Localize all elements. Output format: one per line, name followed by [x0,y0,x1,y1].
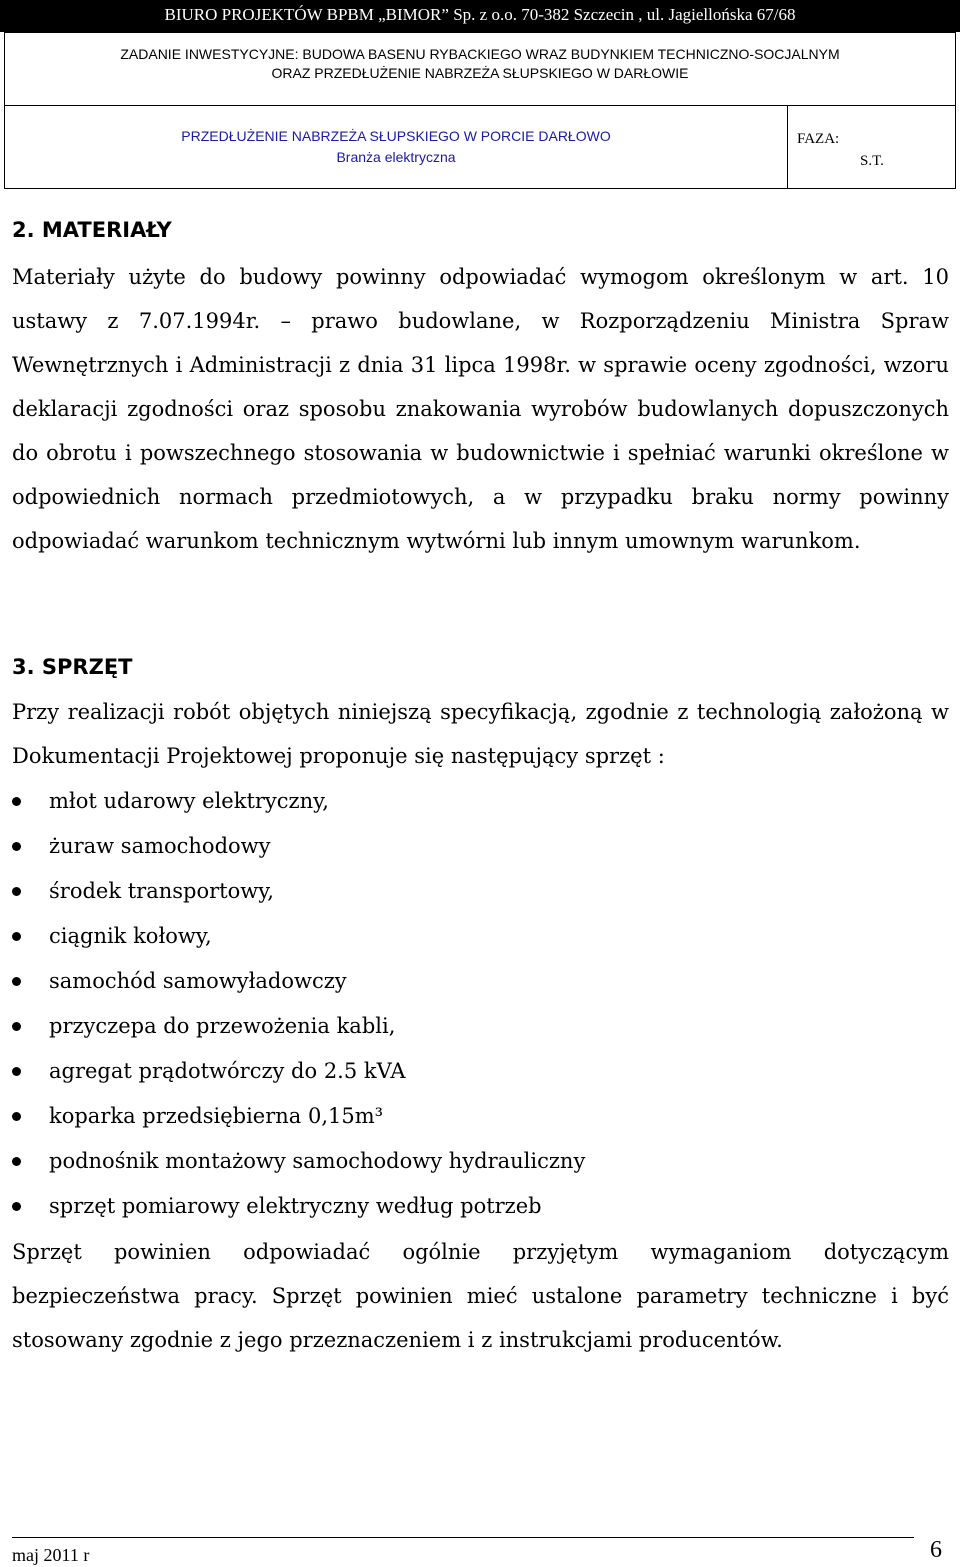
list-item [12,779,949,824]
bullet-icon [12,887,21,896]
bullet-icon [12,1067,21,1076]
equipment-item: młot udarowy elektryczny, [49,789,329,813]
section-2-paragraph: Materiały użyte do budowy powinny odpowiadać wymogom określonym w art. 10 ustawy z 7.07.1994r. – prawo budowlane, w Rozporządzeniu Ministra Spraw Wewnętrznych i Administracji z dnia 31 lipca 1998r. w sprawie oceny zgodności, wzoru deklaracji zgodności oraz sposobu znakowania wyrobów budowlanych dopuszczonych do obrotu i powszechnego stosowania w budownictwie i spełniać warunki określone w odpowiednich normach przedmiotowych, a w przypadku braku normy powinny odpowiadać warunkom technicznym wytwórni lub innym umownym warunkom. [12,265,949,553]
bullet-icon [12,932,21,941]
project-header-table [4,32,956,189]
equipment-item: samochód samowyładowczy [49,969,347,993]
bullet-icon [12,842,21,851]
section-3-title: 3. SPRZĘT [12,655,133,679]
list-item [12,869,949,914]
investment-task-cell [5,33,955,106]
company-name: BIURO PROJEKTÓW BPBM „BIMOR” Sp. z o.o. 70-382 Szczecin , ul. Jagiellońska 67/68 [164,5,796,24]
section-3-intro: Przy realizacji robót objętych niniejszą specyfikacją, zgodnie z technologią założoną w Dokumentacji Projektowej proponuje się następujący sprzęt : [12,700,949,768]
company-header-band [0,0,960,32]
equipment-item: sprzęt pomiarowy elektryczny według potrzeb [49,1194,542,1218]
footer-divider [12,1537,914,1538]
page-number: 6 [930,1537,942,1563]
section-3-closing: Sprzęt powinien odpowiadać ogólnie przyjętym wymaganiom dotyczącym bezpieczeństwa pracy. Sprzęt powinien mieć ustalone parametry techniczne i być stosowany zgodnie z jego przeznaczeniem i z instrukcjami producentów. [12,1240,949,1352]
task-line-1: ZADANIE INWESTYCYJNE: BUDOWA BASENU RYBACKIEGO WRAZ BUDYNKIEM TECHNICZNO-SOCJALNYM [120,46,840,62]
project-title: PRZEDŁUŻENIE NABRZEŻA SŁUPSKIEGO W PORCIE DARŁOWO [181,128,611,144]
list-item [12,959,949,1004]
list-item [12,1184,949,1229]
bullet-icon [12,1112,21,1121]
equipment-item: podnośnik montażowy samochodowy hydrauliczny [49,1149,586,1173]
bullet-icon [12,1022,21,1031]
phase-label: FAZA: [797,131,840,147]
equipment-item: koparka przedsiębierna 0,15m³ [49,1104,384,1128]
phase-value: S.T. [860,153,884,169]
project-title-cell [5,106,788,188]
bullet-icon [12,1157,21,1166]
list-item [12,1049,949,1094]
list-item [12,1094,949,1139]
bullet-icon [12,797,21,806]
list-item [12,1004,949,1049]
bullet-icon [12,977,21,986]
equipment-item: przyczepa do przewożenia kabli, [49,1014,396,1038]
list-item [12,824,949,869]
equipment-item: środek transportowy, [49,879,274,903]
bullet-icon [12,1202,21,1211]
footer-date: maj 2011 r [12,1545,90,1565]
equipment-item: agregat prądotwórczy do 2.5 kVA [49,1059,406,1083]
section-2-title: 2. MATERIAŁY [12,218,172,242]
task-line-2: ORAZ PRZEDŁUŻENIE NABRZEŻA SŁUPSKIEGO W DARŁOWIE [271,65,689,81]
list-item [12,914,949,959]
discipline-label: Branża elektryczna [336,149,456,165]
equipment-item: ciągnik kołowy, [49,924,212,948]
list-item [12,1139,949,1184]
equipment-list [12,779,949,1229]
equipment-item: żuraw samochodowy [49,834,271,858]
